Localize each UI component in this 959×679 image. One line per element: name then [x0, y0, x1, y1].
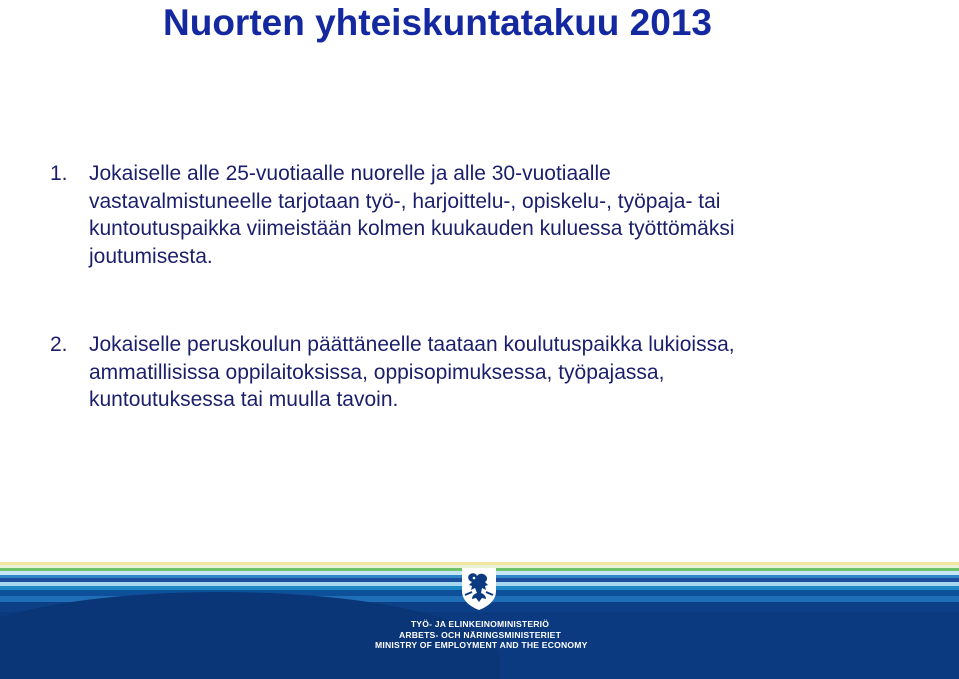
slide-title: Nuorten yhteiskuntatakuu 2013 [163, 2, 712, 43]
list-item-line: Jokaiselle peruskoulun päättäneelle taataan koulutuspaikka lukioissa, [89, 333, 735, 356]
guarantee-list [50, 160, 940, 414]
finnish-lion-coat-of-arms-icon [459, 565, 499, 611]
list-item-line: Jokaiselle alle 25-vuotiaalle nuorelle ja alle 30-vuotiaalle [89, 162, 611, 185]
list-item-line: ammatillisissa oppilaitoksissa, oppisopimuksessa, työpajassa, [89, 360, 665, 384]
list-item-line: kuntoutuksessa tai muulla tavoin. [89, 388, 399, 411]
ministry-name-english: MINISTRY OF EMPLOYMENT AND THE ECONOMY [375, 640, 588, 650]
ministry-footer [0, 562, 959, 679]
list-item-number: 1. [50, 162, 68, 185]
ministry-name-swedish: ARBETS- OCH NÄRINGSMINISTERIET [398, 630, 562, 640]
list-item-number: 2. [50, 333, 68, 356]
list-item-line: vastavalmistuneelle tarjotaan työ-, harjoittelu-, opiskelu-, työpaja- tai [89, 189, 721, 213]
list-item-line: kuntoutuspaikka viimeistään kolmen kuukauden kuluessa työttömäksi [89, 217, 735, 240]
list-item [50, 160, 940, 270]
ministry-name-finnish: TYÖ- JA ELINKEINOMINISTERIÖ [410, 619, 550, 629]
list-item-line: joutumisesta. [89, 244, 213, 268]
list-item [50, 331, 940, 414]
